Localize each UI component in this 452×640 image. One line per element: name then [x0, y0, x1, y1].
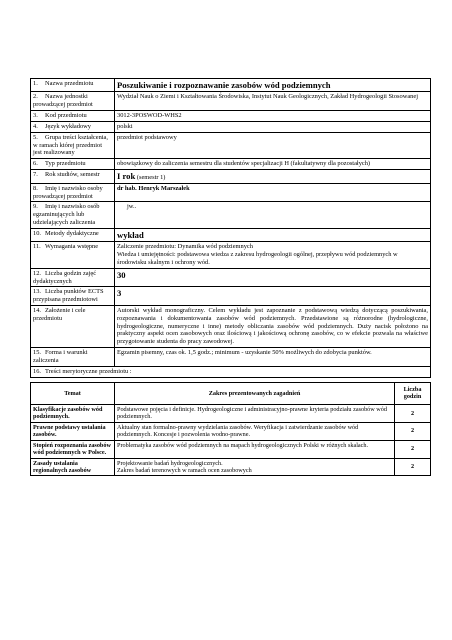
- topic-hours: 2: [395, 458, 431, 476]
- row-label: Nazwa jednostki prowadzącej przedmiot: [33, 93, 93, 109]
- info-row: [31, 169, 431, 183]
- info-value-cell: [115, 132, 431, 158]
- info-row: [31, 132, 431, 158]
- info-label-cell: [31, 268, 115, 287]
- info-row: [31, 121, 431, 132]
- row-value: 3012-3POSWOD-WHS2: [117, 112, 182, 120]
- row-label: Rok studiów, semestr: [45, 170, 100, 178]
- row-label: Typ przedmiotu: [45, 160, 86, 168]
- info-label-cell: [31, 228, 115, 241]
- topic-hours: 2: [395, 404, 431, 422]
- info-label-cell: [31, 348, 115, 367]
- row-value: Autorski wykład monograficzny. Celem wykładu jest zapoznanie z podstawową wiedzą dotyczącą poszukiwania, rozpoznawania i dokumentowania zasobów wód podziemnych. Przedstawione są różnorodne (hydrologiczne, hydrogeologiczne, numeryczne i inne) metody obliczania zasobów wód podziemnych. Duży nacisk położono na praktyczny aspekt ocen zasobowych oraz ilościową i jakościową ochronę zasobów, co w efekcie pozwala na właściwe przygotowanie studenta do pracy zawodowej.: [117, 307, 428, 346]
- topic-content: Projektowanie badań hydrogeologicznych. Zakres badań terenowych w ramach ocen zasobowych: [115, 458, 395, 476]
- row-label: Wymagania wstępne: [45, 243, 99, 251]
- info-value-cell: [115, 92, 431, 111]
- info-row: [31, 92, 431, 111]
- topic-name: Stopień rozpoznania zasobów wód podziemnych w Polsce.: [31, 440, 115, 458]
- row-value: 30: [117, 269, 126, 280]
- row-label: Nazwa przedmiotu: [45, 80, 94, 87]
- row-value: 3: [117, 288, 122, 299]
- info-value-cell: [115, 242, 431, 268]
- topic-content: Problematyka zasobów wód podziemnych na mapach hydrogeologicznych Polski w różnych skalach.: [115, 440, 395, 458]
- row-number: 15.: [33, 349, 41, 357]
- row-label: Liczba punktów ECTS przypisana przedmiotowi: [33, 288, 104, 304]
- info-value-cell: [115, 183, 431, 202]
- row-value: wykład: [117, 229, 144, 240]
- row-value: Zaliczenie przedmiotu: Dynamika wód podziemnych Wiedza i umiejętności: podstawowa wiedza z zakresu hydrogeologii ogólnej, przepływu wód podziemnych w środowisku skalnym i ochrony wód.: [117, 243, 398, 266]
- topic-row: [31, 458, 431, 476]
- row-number: 7.: [33, 170, 38, 178]
- row-label: Imię i nazwisko osoby prowadzącej przedmiot: [33, 184, 103, 200]
- info-row: [31, 79, 431, 92]
- row-number: 10.: [33, 229, 41, 237]
- topic-row: [31, 404, 431, 422]
- row-number: 3.: [33, 112, 38, 120]
- info-row-content-heading: [31, 366, 431, 377]
- info-label-cell: [31, 169, 115, 183]
- info-row: [31, 242, 431, 268]
- info-row: [31, 228, 431, 241]
- info-value-cell: [115, 287, 431, 306]
- row-label: Imię i nazwisko osób egzaminujących lub udzielających zaliczenia: [33, 203, 100, 227]
- row-number: 11.: [33, 243, 41, 251]
- info-label-cell: [31, 121, 115, 132]
- topic-hours: 2: [395, 440, 431, 458]
- row-number: 16.: [33, 367, 41, 375]
- topic-row: [31, 422, 431, 440]
- header-content: Zakres prezentowanych zagadnień: [115, 383, 395, 405]
- row-number: 14.: [33, 307, 41, 315]
- row-value: dr hab. Henryk Marszałek: [117, 184, 190, 192]
- info-value-cell: [115, 228, 431, 241]
- info-row: [31, 183, 431, 202]
- content-heading-cell: [31, 366, 431, 377]
- row-label: Założenie i cele przedmiotu: [33, 307, 86, 322]
- row-label: Liczba godzin zajęć dydaktycznych: [33, 269, 97, 285]
- topic-row: [31, 440, 431, 458]
- row-label: Treści merytoryczne przedmiotu :: [45, 367, 132, 375]
- row-value: Egzamin pisemny, czas ok. 1,5 godz.; minimum - uzyskanie 50% możliwych do zdobycia punktów.: [117, 349, 372, 357]
- info-label-cell: [31, 202, 115, 228]
- topic-name: Klasyfikacje zasobów wód podziemnych.: [31, 404, 115, 422]
- topics-table: [30, 382, 431, 476]
- info-label-cell: [31, 306, 115, 348]
- row-value-bold: I rok: [117, 170, 136, 181]
- topic-content: Podstawowe pojęcia i definicje. Hydrogeologiczne i administracyjno-prawne kryteria podziału zasobów wód podziemnych.: [115, 404, 395, 422]
- info-value-cell: [115, 169, 431, 183]
- info-label-cell: [31, 79, 115, 92]
- row-label: Forma i warunki zaliczenia: [33, 349, 88, 364]
- topics-body: [31, 404, 431, 476]
- course-info-body: [31, 79, 431, 378]
- info-row: [31, 159, 431, 170]
- info-row: [31, 306, 431, 348]
- row-value: przedmiot podstawowy: [117, 133, 177, 141]
- course-info-table: [30, 78, 431, 378]
- row-number: 4.: [33, 122, 38, 130]
- row-number: 12.: [33, 269, 41, 277]
- info-label-cell: [31, 92, 115, 111]
- row-value: Wydział Nauk o Ziemi i Kształtowania Środowiska, Instytut Nauk Geologicznych, Zakład Hydrogeologii Stosowanej: [117, 93, 418, 101]
- info-label-cell: [31, 159, 115, 170]
- info-value-cell: [115, 159, 431, 170]
- info-value-cell: [115, 79, 431, 92]
- info-label-cell: [31, 111, 115, 122]
- info-value-cell: [115, 268, 431, 287]
- info-value-cell: [115, 306, 431, 348]
- row-number: 5.: [33, 133, 38, 141]
- row-number: 13.: [33, 288, 41, 296]
- row-number: 2.: [33, 93, 38, 101]
- info-row: [31, 287, 431, 306]
- topic-content: Aktualny stan formalno-prawny wydzielania zasobów. Weryfikacja i zatwierdzanie zasobów wód podziemnych. Koncesje i pozwolenia wodno-prawne.: [115, 422, 395, 440]
- info-value-cell: [115, 111, 431, 122]
- row-value-rest: (semestr 1): [135, 173, 166, 181]
- info-row: [31, 268, 431, 287]
- info-value-cell: [115, 121, 431, 132]
- header-hours: Liczba godzin: [395, 383, 431, 405]
- topic-hours: 2: [395, 422, 431, 440]
- info-row: [31, 348, 431, 367]
- row-label: Kod przedmiotu: [45, 112, 87, 120]
- row-number: 1.: [33, 80, 38, 87]
- row-label: Metody dydaktyczne: [45, 229, 99, 237]
- row-value: polski: [117, 122, 133, 130]
- info-row: [31, 111, 431, 122]
- topic-name: Zasady ustalania regionalnych zasobów: [31, 458, 115, 476]
- topics-header-row: [31, 383, 431, 405]
- info-row: [31, 202, 431, 228]
- info-value-cell: [115, 202, 431, 228]
- info-label-cell: [31, 287, 115, 306]
- row-label: Grupa treści kształcenia, w ramach której przedmiot jest realizowany: [33, 133, 108, 157]
- info-label-cell: [31, 132, 115, 158]
- topic-name: Prawne podstawy ustalania zasobów.: [31, 422, 115, 440]
- info-value-cell: [115, 348, 431, 367]
- row-number: 9.: [33, 203, 38, 211]
- info-label-cell: [31, 242, 115, 268]
- row-number: 8.: [33, 184, 38, 192]
- row-value: obowiązkowy do zaliczenia semestru dla studentów specjalizacji H (fakultatywny dla pozostałych): [117, 160, 371, 168]
- info-label-cell: [31, 183, 115, 202]
- row-value: Poszukiwanie i rozpoznawanie zasobów wód podziemnych: [117, 80, 331, 90]
- header-topic: Temat: [31, 383, 115, 405]
- row-value: jw..: [127, 203, 137, 211]
- row-number: 6.: [33, 160, 38, 168]
- row-label: Język wykładowy: [45, 122, 91, 130]
